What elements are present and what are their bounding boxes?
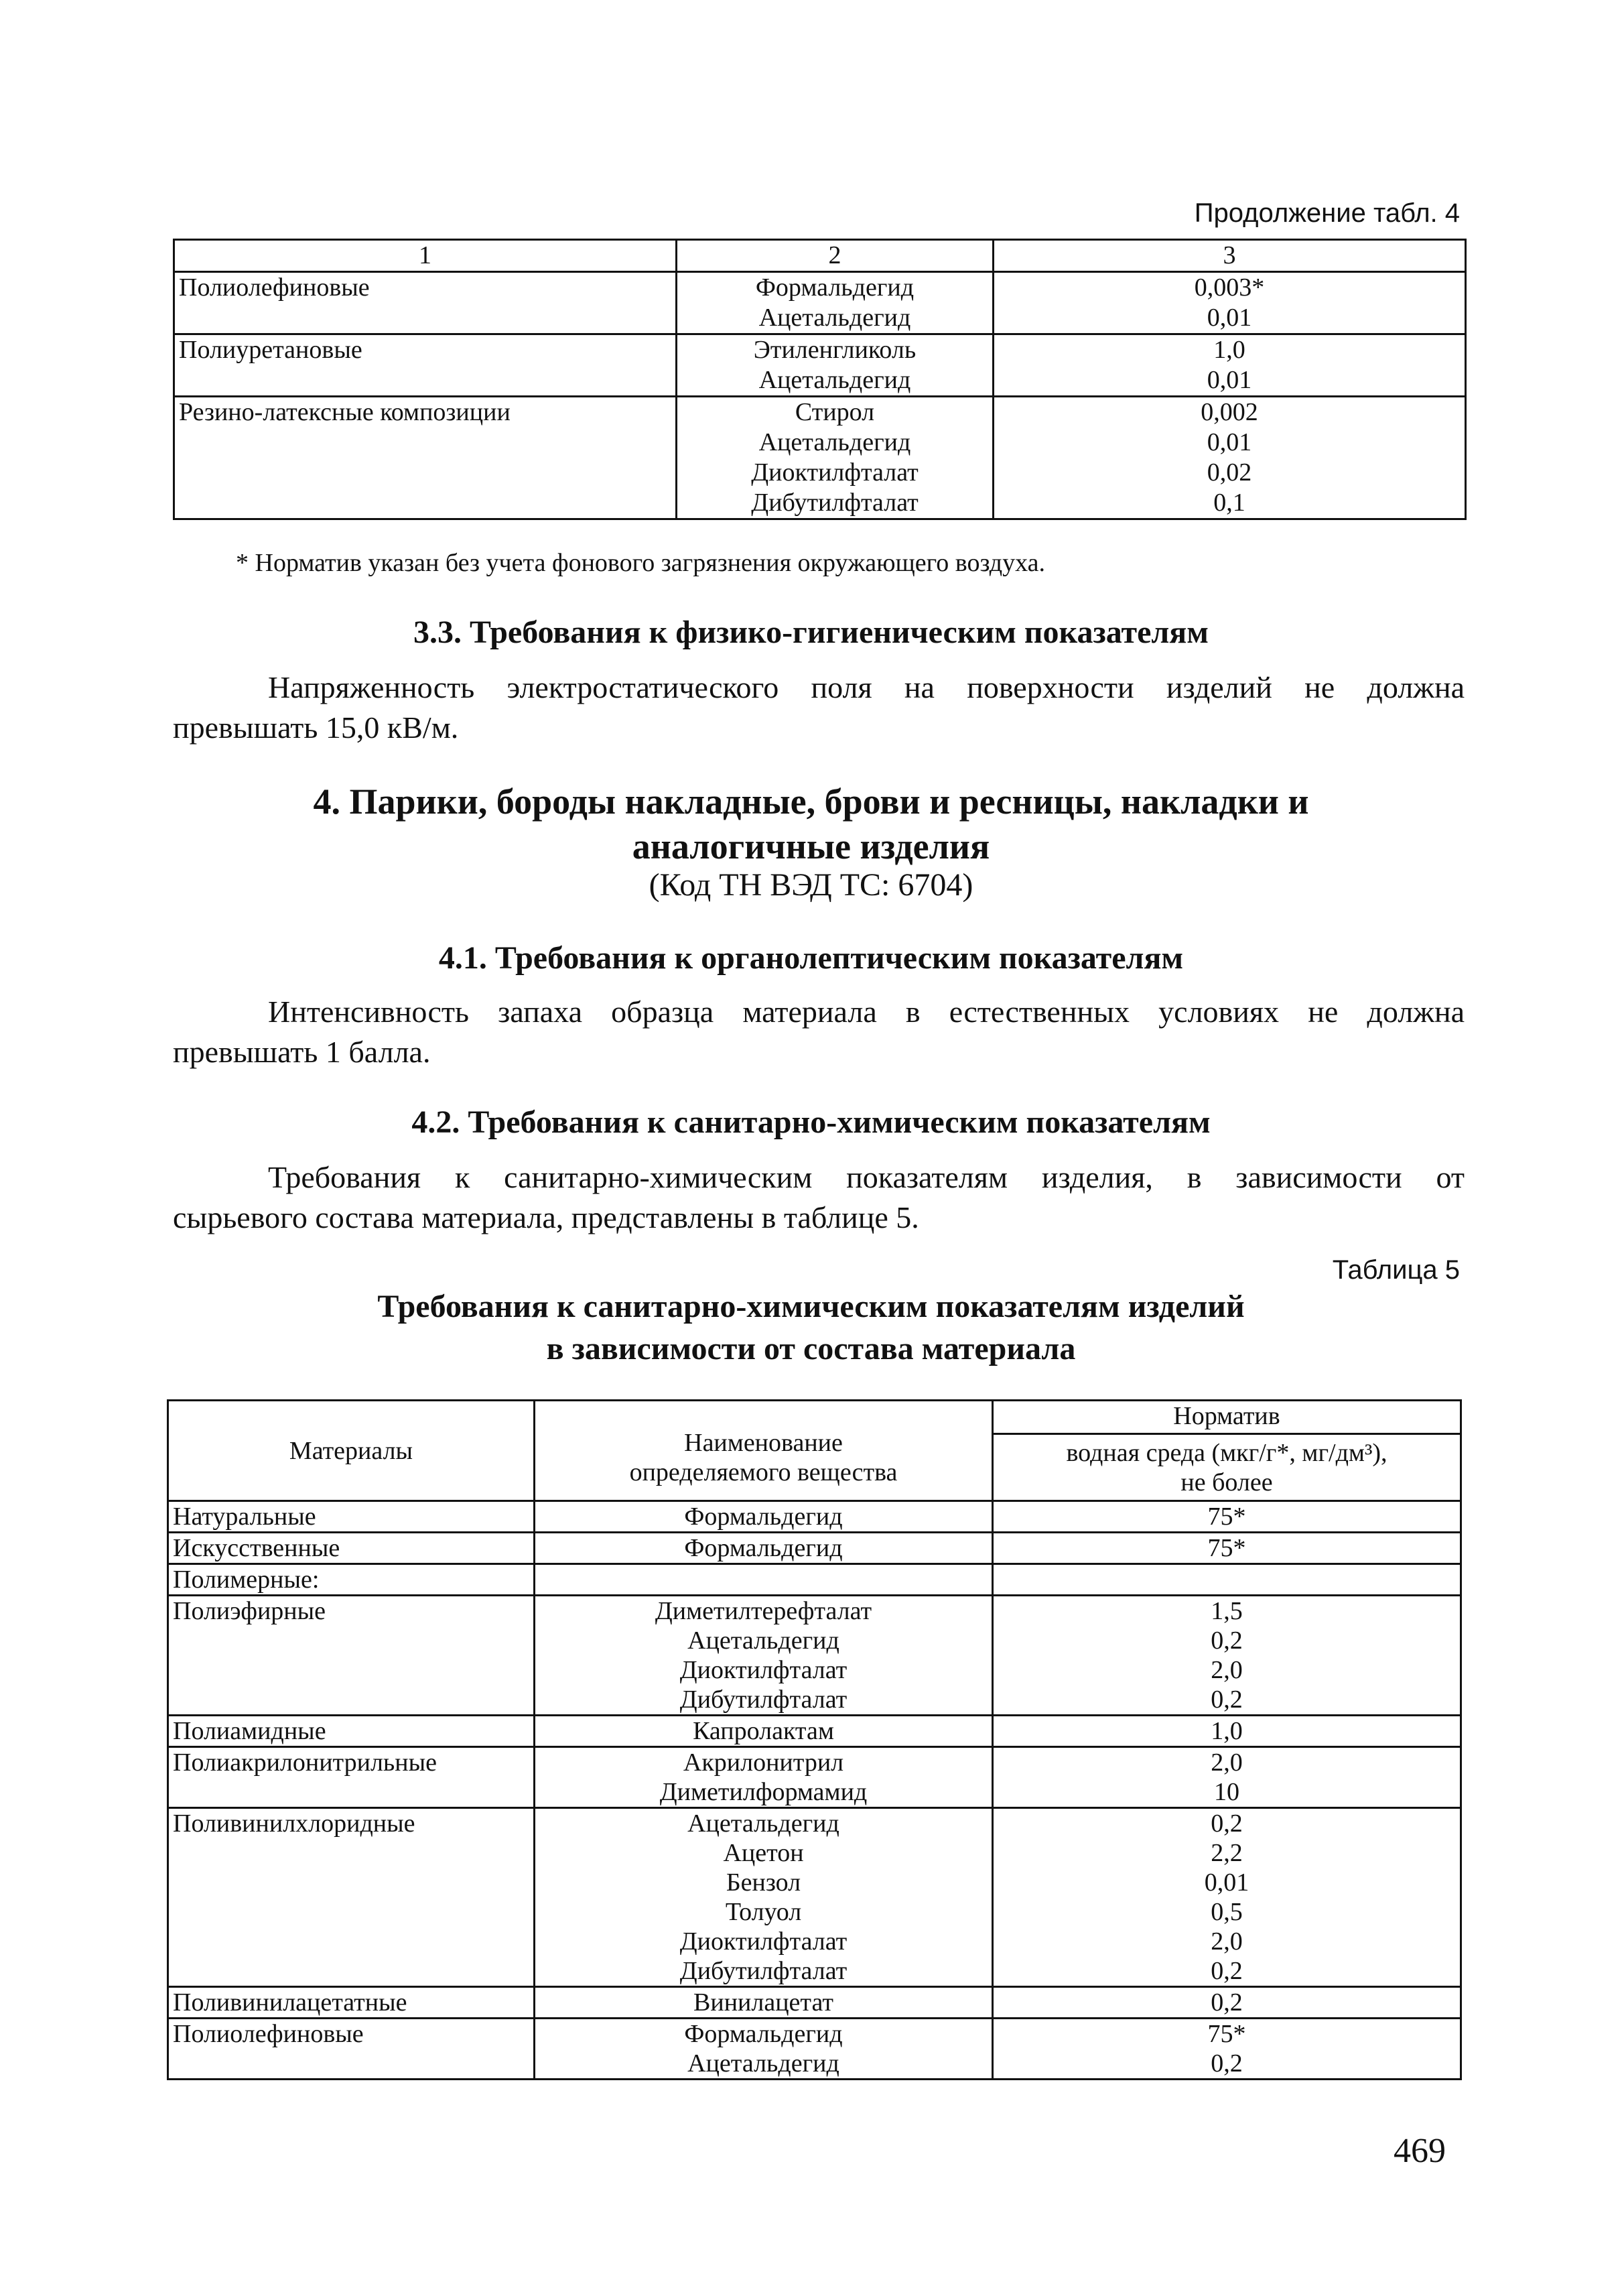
norm-value: 75* [1207, 1534, 1246, 1562]
table5-header-substance-line2: определяемого вещества [629, 1458, 898, 1486]
norm-value: 0,2 [1211, 2049, 1243, 2078]
table5-value-cell [993, 1716, 1461, 1747]
table5-title-line1: Требования к санитарно-химическим показателям изделий [377, 1289, 1245, 1324]
table4-value-cell [994, 334, 1466, 397]
norm-value: 2,2 [1211, 1839, 1243, 1867]
table4-value-cell [994, 397, 1466, 519]
table-row [168, 1987, 1461, 2019]
table-row [168, 1808, 1461, 1987]
substance-name: Диоктилфталат [679, 1927, 848, 1956]
table5-value-cell [993, 2019, 1461, 2080]
section-3-3-paragraph [173, 667, 1465, 748]
table-row [168, 1596, 1461, 1716]
table4-header-col1: 1 [174, 240, 677, 272]
table5-substance-cell [535, 2019, 993, 2080]
norm-value: 0,01 [1207, 428, 1252, 456]
table5-header-norm-sub [993, 1434, 1461, 1501]
section-3-3-line2: превышать 15,0 кВ/м. [173, 710, 459, 745]
norm-value: 0,02 [1207, 458, 1252, 487]
table5-material-cell: Искусственные [168, 1533, 535, 1564]
table4-material-cell: Резино-латексные композиции [174, 397, 677, 519]
substance-name: Ацетальдегид [687, 2049, 839, 2078]
table5-header-norm-sub-line2: не более [1180, 1468, 1273, 1496]
table-row [168, 1533, 1461, 1564]
table5-material-cell: Полиолефиновые [168, 2019, 535, 2080]
norm-value: 0,01 [1207, 366, 1252, 394]
norm-value: 0,01 [1204, 1868, 1249, 1897]
norm-value: 0,2 [1211, 1685, 1243, 1714]
substance-name: Этиленгликоль [753, 336, 917, 364]
table5-material-cell: Полиамидные [168, 1716, 535, 1747]
substance-name: Стирол [795, 398, 875, 426]
table5-value-cell [993, 1808, 1461, 1987]
table4-value-cell [994, 272, 1466, 334]
section-4-1-paragraph [173, 992, 1465, 1072]
substance-name: Акрилонитрил [683, 1748, 844, 1777]
table5-title-line2: в зависимости от состава материала [546, 1331, 1076, 1366]
section-3-3-title: 3.3. Требования к физико-гигиеническим показателям [413, 615, 1209, 650]
substance-name: Ацетальдегид [687, 1627, 839, 1655]
norm-value: 0,5 [1211, 1898, 1243, 1926]
substance-name: Ацетон [723, 1839, 804, 1867]
substance-name: Формальдегид [684, 1503, 843, 1531]
table4-header-col3: 3 [994, 240, 1466, 272]
norm-value: 75* [1207, 2020, 1246, 2048]
table4-substance-cell [677, 334, 994, 397]
substance-name: Ацетальдегид [758, 304, 911, 332]
norm-value: 10 [1214, 1778, 1239, 1806]
table5-substance-cell [535, 1716, 993, 1747]
table-row [174, 334, 1466, 397]
table5-material-cell: Натуральные [168, 1501, 535, 1533]
substance-name: Формальдегид [755, 273, 915, 302]
table-row [168, 2019, 1461, 2080]
table4-caption: Продолжение табл. 4 [1194, 198, 1460, 228]
table5-value-cell [993, 1747, 1461, 1808]
section-4-1-line1: Интенсивность запаха образца материала в естественных условиях не должна [268, 995, 1465, 1029]
norm-value: 0,002 [1201, 398, 1258, 426]
norm-value: 0,2 [1211, 1988, 1243, 2017]
substance-name: Диметилтерефталат [655, 1597, 872, 1625]
substance-name: Диоктилфталат [679, 1656, 848, 1684]
table-row [174, 397, 1466, 519]
table5-value-cell [993, 1533, 1461, 1564]
table4-material-cell: Полиолефиновые [174, 272, 677, 334]
table5-label: Таблица 5 [1332, 1255, 1460, 1285]
section-4-1-title: 4.1. Требования к органолептическим показателям [438, 940, 1184, 976]
table-5 [167, 1399, 1462, 2080]
norm-value: 0,2 [1211, 1627, 1243, 1655]
table-4 [173, 239, 1467, 520]
table5-material-cell: Полиакрилонитрильные [168, 1747, 535, 1808]
substance-name: Дибутилфталат [679, 1685, 848, 1714]
norm-value: 1,0 [1213, 336, 1245, 364]
table4-substance-cell [677, 397, 994, 519]
section-3-3-line1: Напряженность электростатического поля на поверхности изделий не должна [268, 670, 1465, 704]
table-row [168, 1564, 1461, 1596]
table-row [168, 1501, 1461, 1533]
norm-value: 0,003* [1194, 273, 1265, 302]
table5-substance-cell [535, 1564, 993, 1596]
substance-name: Ацетальдегид [758, 366, 911, 394]
norm-value: 0,01 [1207, 304, 1252, 332]
substance-name: Винилацетат [693, 1988, 833, 2017]
table5-header-norm: Норматив [993, 1401, 1461, 1434]
table5-material-cell: Поливинилхлоридные [168, 1808, 535, 1987]
substance-name: Дибутилфталат [751, 489, 919, 517]
substance-name: Диметилформамид [659, 1778, 868, 1806]
table4-footnote: * Норматив указан без учета фонового загрязнения окружающего воздуха. [236, 549, 1046, 577]
substance-name: Ацетальдегид [758, 428, 911, 456]
substance-name: Формальдегид [684, 2020, 843, 2048]
section-4-title-line1: 4. Парики, бороды накладные, брови и ресницы, накладки и [313, 781, 1309, 822]
table5-header-substance [535, 1401, 993, 1501]
substance-name: Капролактам [693, 1717, 834, 1745]
table4-body [174, 272, 1466, 519]
substance-name: Бензол [726, 1868, 801, 1897]
table4-material-cell: Полиуретановые [174, 334, 677, 397]
table5-header-norm-sub-line1: водная среда (мкг/г*, мг/дм³), [1066, 1438, 1388, 1467]
norm-value: 1,0 [1211, 1717, 1243, 1745]
table5-substance-cell [535, 1533, 993, 1564]
table5-value-cell [993, 1987, 1461, 2019]
table5-value-cell [993, 1564, 1461, 1596]
substance-name: Ацетальдегид [687, 1809, 839, 1838]
norm-value: 0,2 [1211, 1957, 1243, 1985]
table5-body [168, 1501, 1461, 2080]
table-row [168, 1747, 1461, 1808]
substance-name: Дибутилфталат [679, 1957, 848, 1985]
table5-substance-cell [535, 1501, 993, 1533]
table-row [168, 1716, 1461, 1747]
table5-header-materials: Материалы [168, 1401, 535, 1501]
norm-value: 75* [1207, 1503, 1246, 1531]
section-4-2-line2: сырьевого состава материала, представлены в таблице 5. [173, 1200, 919, 1234]
substance-name: Формальдегид [684, 1534, 843, 1562]
table5-substance-cell [535, 1596, 993, 1716]
substance-name: Толуол [725, 1898, 802, 1926]
section-4-2-paragraph [173, 1157, 1465, 1238]
table5-substance-cell [535, 1747, 993, 1808]
norm-value: 1,5 [1211, 1597, 1243, 1625]
table5-substance-cell [535, 1987, 993, 2019]
section-4-title-line2: аналогичные изделия [632, 826, 990, 867]
table5-header-substance-line1: Наименование [684, 1428, 843, 1457]
norm-value: 2,0 [1211, 1748, 1243, 1777]
table-row [174, 272, 1466, 334]
page-number: 469 [1394, 2132, 1446, 2170]
table5-material-cell: Поливинилацетатные [168, 1987, 535, 2019]
table5-value-cell [993, 1501, 1461, 1533]
section-4-code: (Код ТН ВЭД ТС: 6704) [649, 867, 973, 903]
section-4-2-title: 4.2. Требования к санитарно-химическим показателям [411, 1104, 1211, 1140]
section-4-1-line2: превышать 1 балла. [173, 1035, 431, 1069]
table5-substance-cell [535, 1808, 993, 1987]
table4-header-col2: 2 [677, 240, 994, 272]
substance-name: Диоктилфталат [751, 458, 919, 487]
norm-value: 0,2 [1211, 1809, 1243, 1838]
table5-value-cell [993, 1596, 1461, 1716]
norm-value: 0,1 [1213, 489, 1245, 517]
table5-material-cell: Полиэфирные [168, 1596, 535, 1716]
norm-value: 2,0 [1211, 1656, 1243, 1684]
section-4-2-line1: Требования к санитарно-химическим показателям изделия, в зависимости от [268, 1160, 1465, 1194]
table4-substance-cell [677, 272, 994, 334]
table5-material-cell: Полимерные: [168, 1564, 535, 1596]
norm-value: 2,0 [1211, 1927, 1243, 1956]
